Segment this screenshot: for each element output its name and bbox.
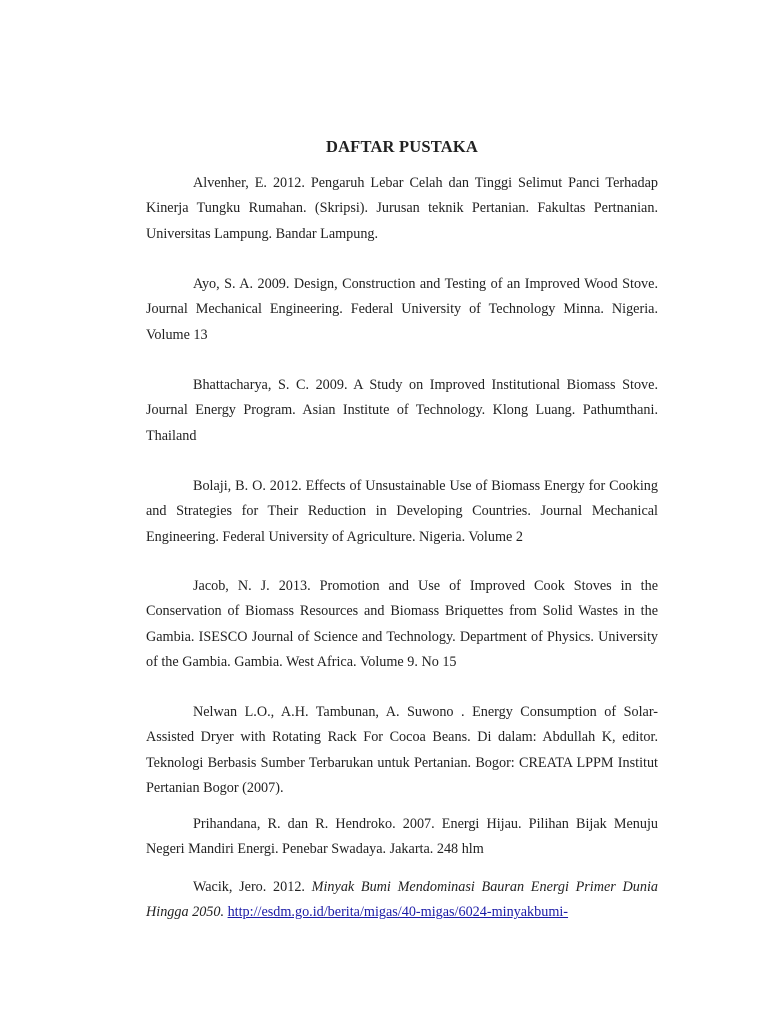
page-title: DAFTAR PUSTAKA <box>325 137 479 156</box>
reference-prihandana: Prihandana, R. dan R. Hendroko. 2007. Energi Hijau. Pilihan Bijak Menuju Negeri Mandiri Energi. Penebar Swadaya. Jakarta. 248 hlm <box>146 816 658 858</box>
reference-wacik <box>146 875 658 926</box>
reference-jacob: Jacob, N. J. 2013. Promotion and Use of Improved Cook Stoves in the Conservation of Biomass Resources and Biomass Briquettes from Solid Wastes in the Gambia. ISESCO Journal of Science and Technology. Department of Physics. University of the Gambia. Gambia. West Africa. Volume 9. No 15 <box>146 578 658 671</box>
reference-alvenher: Alvenher, E. 2012. Pengaruh Lebar Celah dan Tinggi Selimut Panci Terhadap Kinerja Tungku Rumahan. (Skripsi). Jurusan teknik Pertanian. Fakultas Pertnanian. Universitas Lampung. Bandar Lampung. <box>146 175 658 242</box>
reference-wacik-lead: Wacik, Jero. 2012. <box>193 879 312 896</box>
reference-bhattacharya: Bhattacharya, S. C. 2009. A Study on Improved Institutional Biomass Stove. Journal Energy Program. Asian Institute of Technology. Klong Luang. Pathumthani. Thailand <box>146 377 658 444</box>
reference-nelwan: Nelwan L.O., A.H. Tambunan, A. Suwono . Energy Consumption of Solar-Assisted Dryer with Rotating Rack For Cocoa Beans. Di dalam: Abdullah K, editor. Teknologi Berbasis Sumber Terbarukan untuk Pertanian. Bogor: CREATA LPPM Institut Pertanian Bogor (2007). <box>146 704 658 797</box>
reference-wacik-title: Minyak Bumi Mendominasi Bauran Energi Primer Dunia Hingga 2050. <box>146 879 658 921</box>
reference-bolaji: Bolaji, B. O. 2012. Effects of Unsustainable Use of Biomass Energy for Cooking and Strategies for Their Reduction in Developing Countries. Journal Mechanical Engineering. Federal University of Agriculture. Nigeria. Volume 2 <box>146 478 658 545</box>
reference-wacik-link[interactable]: http://esdm.go.id/berita/migas/40-migas/6024-minyakbumi- <box>227 904 569 921</box>
reference-ayo: Ayo, S. A. 2009. Design, Construction and Testing of an Improved Wood Stove. Journal Mechanical Engineering. Federal University of Technology Minna. Nigeria. Volume 13 <box>146 276 658 343</box>
